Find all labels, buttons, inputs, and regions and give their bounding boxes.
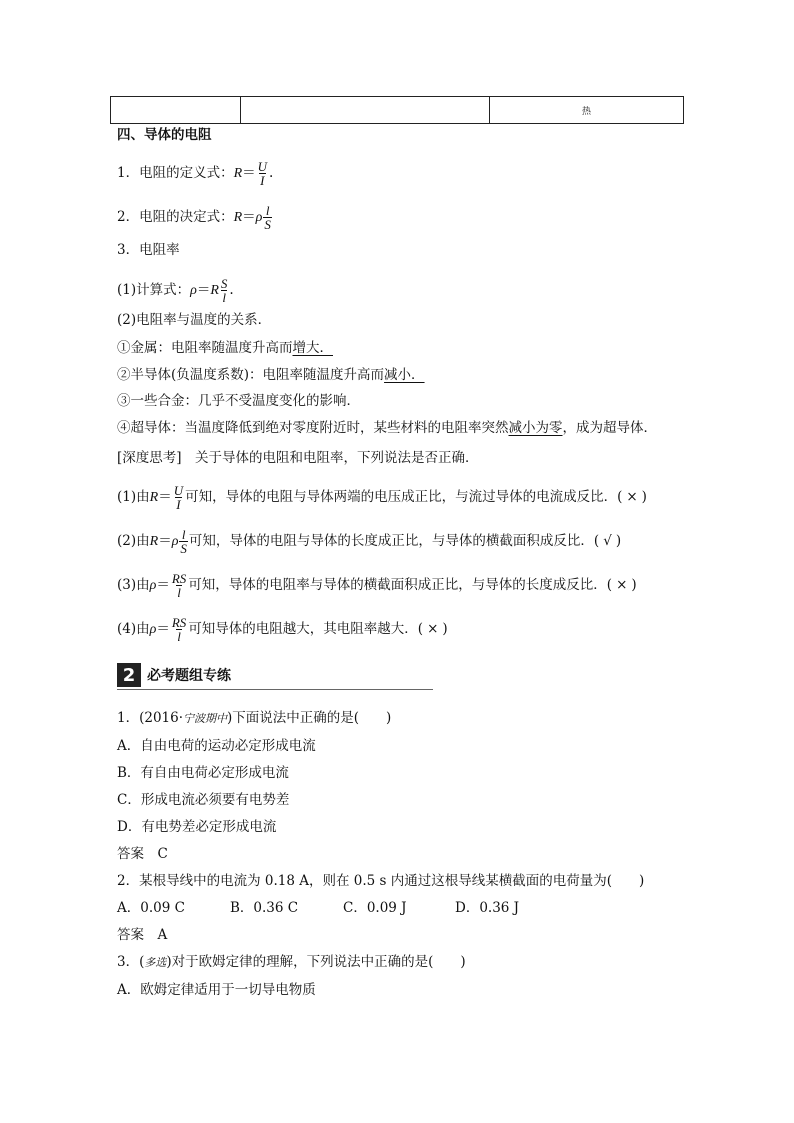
text: ): [442, 621, 448, 637]
semiconductor-line: [117, 366, 425, 384]
superconductor-line: [117, 419, 657, 437]
text: ): [615, 533, 622, 549]
equals: ＝: [158, 489, 172, 505]
text: 3．(: [117, 954, 145, 970]
denominator: l: [177, 585, 181, 600]
divider: [117, 689, 433, 690]
text: )对于欧姆定律的理解，下列说法中正确的是( ): [166, 954, 466, 970]
period: .: [269, 165, 274, 181]
determination-formula: [117, 204, 273, 231]
var: ρ: [149, 622, 157, 637]
fraction: [171, 616, 187, 643]
fraction: [179, 528, 188, 555]
continuation-table: [110, 96, 684, 124]
option-d: D．有电势差必定形成电流: [117, 819, 277, 835]
question-tag: 多选: [144, 956, 167, 969]
var: R: [149, 490, 159, 505]
option-c: C．形成电流必须要有电势差: [117, 792, 290, 808]
question-stem: [117, 953, 466, 972]
denominator: I: [176, 497, 181, 512]
option-a: A．欧姆定律适用于一切导电物质: [117, 982, 316, 998]
text: (1)由: [117, 489, 150, 505]
equals: ＝: [156, 621, 170, 637]
text: (2)由: [117, 533, 150, 549]
options-row: [117, 899, 537, 917]
fraction: [171, 572, 187, 599]
denominator: I: [260, 173, 265, 188]
text: 1．电阻的定义式：: [117, 165, 234, 181]
table-cell: 热: [581, 106, 591, 117]
option-c: C．0.09 J: [343, 900, 407, 916]
text: 可知，导体的电阻与导体两端的电压成正比，与流过导体的电流成反比．(: [185, 489, 623, 505]
denominator: l: [222, 290, 226, 305]
fraction: [257, 160, 268, 187]
answer-line: 答案 C: [117, 846, 168, 862]
judgement-mark: √: [603, 533, 612, 549]
source-tag: 宁波期中: [183, 712, 228, 725]
equals: ＝: [242, 165, 256, 181]
table-cell: [241, 97, 490, 123]
text: ②半导体(负温度系数)：电阻率随温度升高而: [117, 367, 385, 383]
denominator: l: [177, 629, 181, 644]
var-R: R: [210, 283, 219, 298]
fraction: [263, 204, 272, 231]
judgement-item: [117, 572, 637, 599]
section-header: [117, 663, 433, 687]
calc-formula: [117, 277, 234, 304]
judgement-item: [117, 528, 621, 555]
text: ④超导体：当温度降低到绝对零度附近时，某些材料的电阻率突然: [117, 420, 509, 436]
var-R: R: [233, 210, 243, 225]
text: 可知，导体的电阻与导体的长度成正比，与导体的横截面积成反比．(: [188, 533, 600, 549]
text: 可知导体的电阻越大，其电阻率越大．(: [188, 621, 424, 637]
answer-fill: 减小．: [384, 367, 425, 383]
denominator: S: [180, 541, 187, 556]
table-cell: [111, 97, 241, 123]
text: 可知，导体的电阻率与导体的横截面积成正比，与导体的长度成反比．(: [188, 577, 613, 593]
numerator: RS: [171, 571, 187, 586]
option-b: B．有自由电荷必定形成电流: [117, 765, 289, 781]
text: (1)计算式：: [117, 282, 191, 298]
judgement-item: [117, 616, 448, 643]
option-a: A．0.09 C: [117, 900, 185, 916]
denominator: S: [264, 217, 271, 232]
text: ): [631, 577, 637, 593]
option-b: B．0.36 C: [230, 900, 299, 916]
answer-fill: 减小为零: [508, 420, 563, 436]
var: R: [149, 534, 159, 549]
answer-line: 答案 A: [117, 927, 168, 943]
fraction: [220, 277, 229, 304]
period: .: [229, 282, 234, 298]
section-title: 必考题组专练: [147, 668, 231, 684]
var-rho: ρ: [255, 210, 263, 225]
numerator: S: [220, 276, 228, 291]
text: 1．(2016·: [117, 710, 184, 726]
var-rho: ρ: [190, 283, 197, 298]
section-number-badge: 2: [117, 663, 141, 687]
text: ，成为超导体．: [562, 420, 657, 436]
subheading-resistivity: 3．电阻率: [117, 242, 180, 258]
text: ①金属：电阻率随温度升高而: [117, 340, 293, 356]
var-R: R: [233, 166, 243, 181]
metal-line: [117, 339, 333, 357]
text: ): [641, 489, 647, 505]
section-heading: 四、导体的电阻: [117, 127, 212, 143]
definition-formula: [117, 160, 273, 187]
text: )下面说法中正确的是( ): [227, 710, 392, 726]
text: 2．电阻的决定式：: [117, 209, 234, 225]
numerator: l: [265, 203, 270, 218]
numerator: l: [181, 527, 186, 542]
equals: ＝: [196, 282, 211, 298]
var-rho: ρ: [171, 534, 179, 549]
text: (4)由: [117, 621, 150, 637]
judgement-mark: ×: [626, 489, 638, 505]
deep-think-line: [深度思考] 关于导体的电阻和电阻率，下列说法是否正确．: [117, 450, 479, 466]
numerator: U: [173, 483, 184, 498]
fraction: [173, 484, 184, 511]
numerator: RS: [171, 615, 187, 630]
equals: ＝: [242, 209, 256, 225]
judgement-mark: ×: [427, 621, 439, 637]
question-stem: [117, 709, 391, 728]
equals: ＝: [158, 533, 172, 549]
equals: ＝: [156, 577, 170, 593]
option-a: A．自由电荷的运动必定形成电流: [117, 738, 316, 754]
option-d: D．0.36 J: [455, 900, 520, 916]
var: ρ: [149, 578, 157, 593]
judgement-item: [117, 484, 647, 511]
question-stem: 2．某根导线中的电流为 0.18 A，则在 0.5 s 内通过这根导线某横截面的电荷量为( ): [117, 873, 645, 889]
alloy-line: ③一些合金：几乎不受温度变化的影响．: [117, 393, 360, 409]
text: (3)由: [117, 577, 150, 593]
relation-line: (2)电阻率与温度的关系．: [117, 312, 272, 328]
answer-fill: 增大．: [292, 340, 333, 356]
numerator: U: [257, 159, 268, 174]
judgement-mark: ×: [616, 577, 628, 593]
